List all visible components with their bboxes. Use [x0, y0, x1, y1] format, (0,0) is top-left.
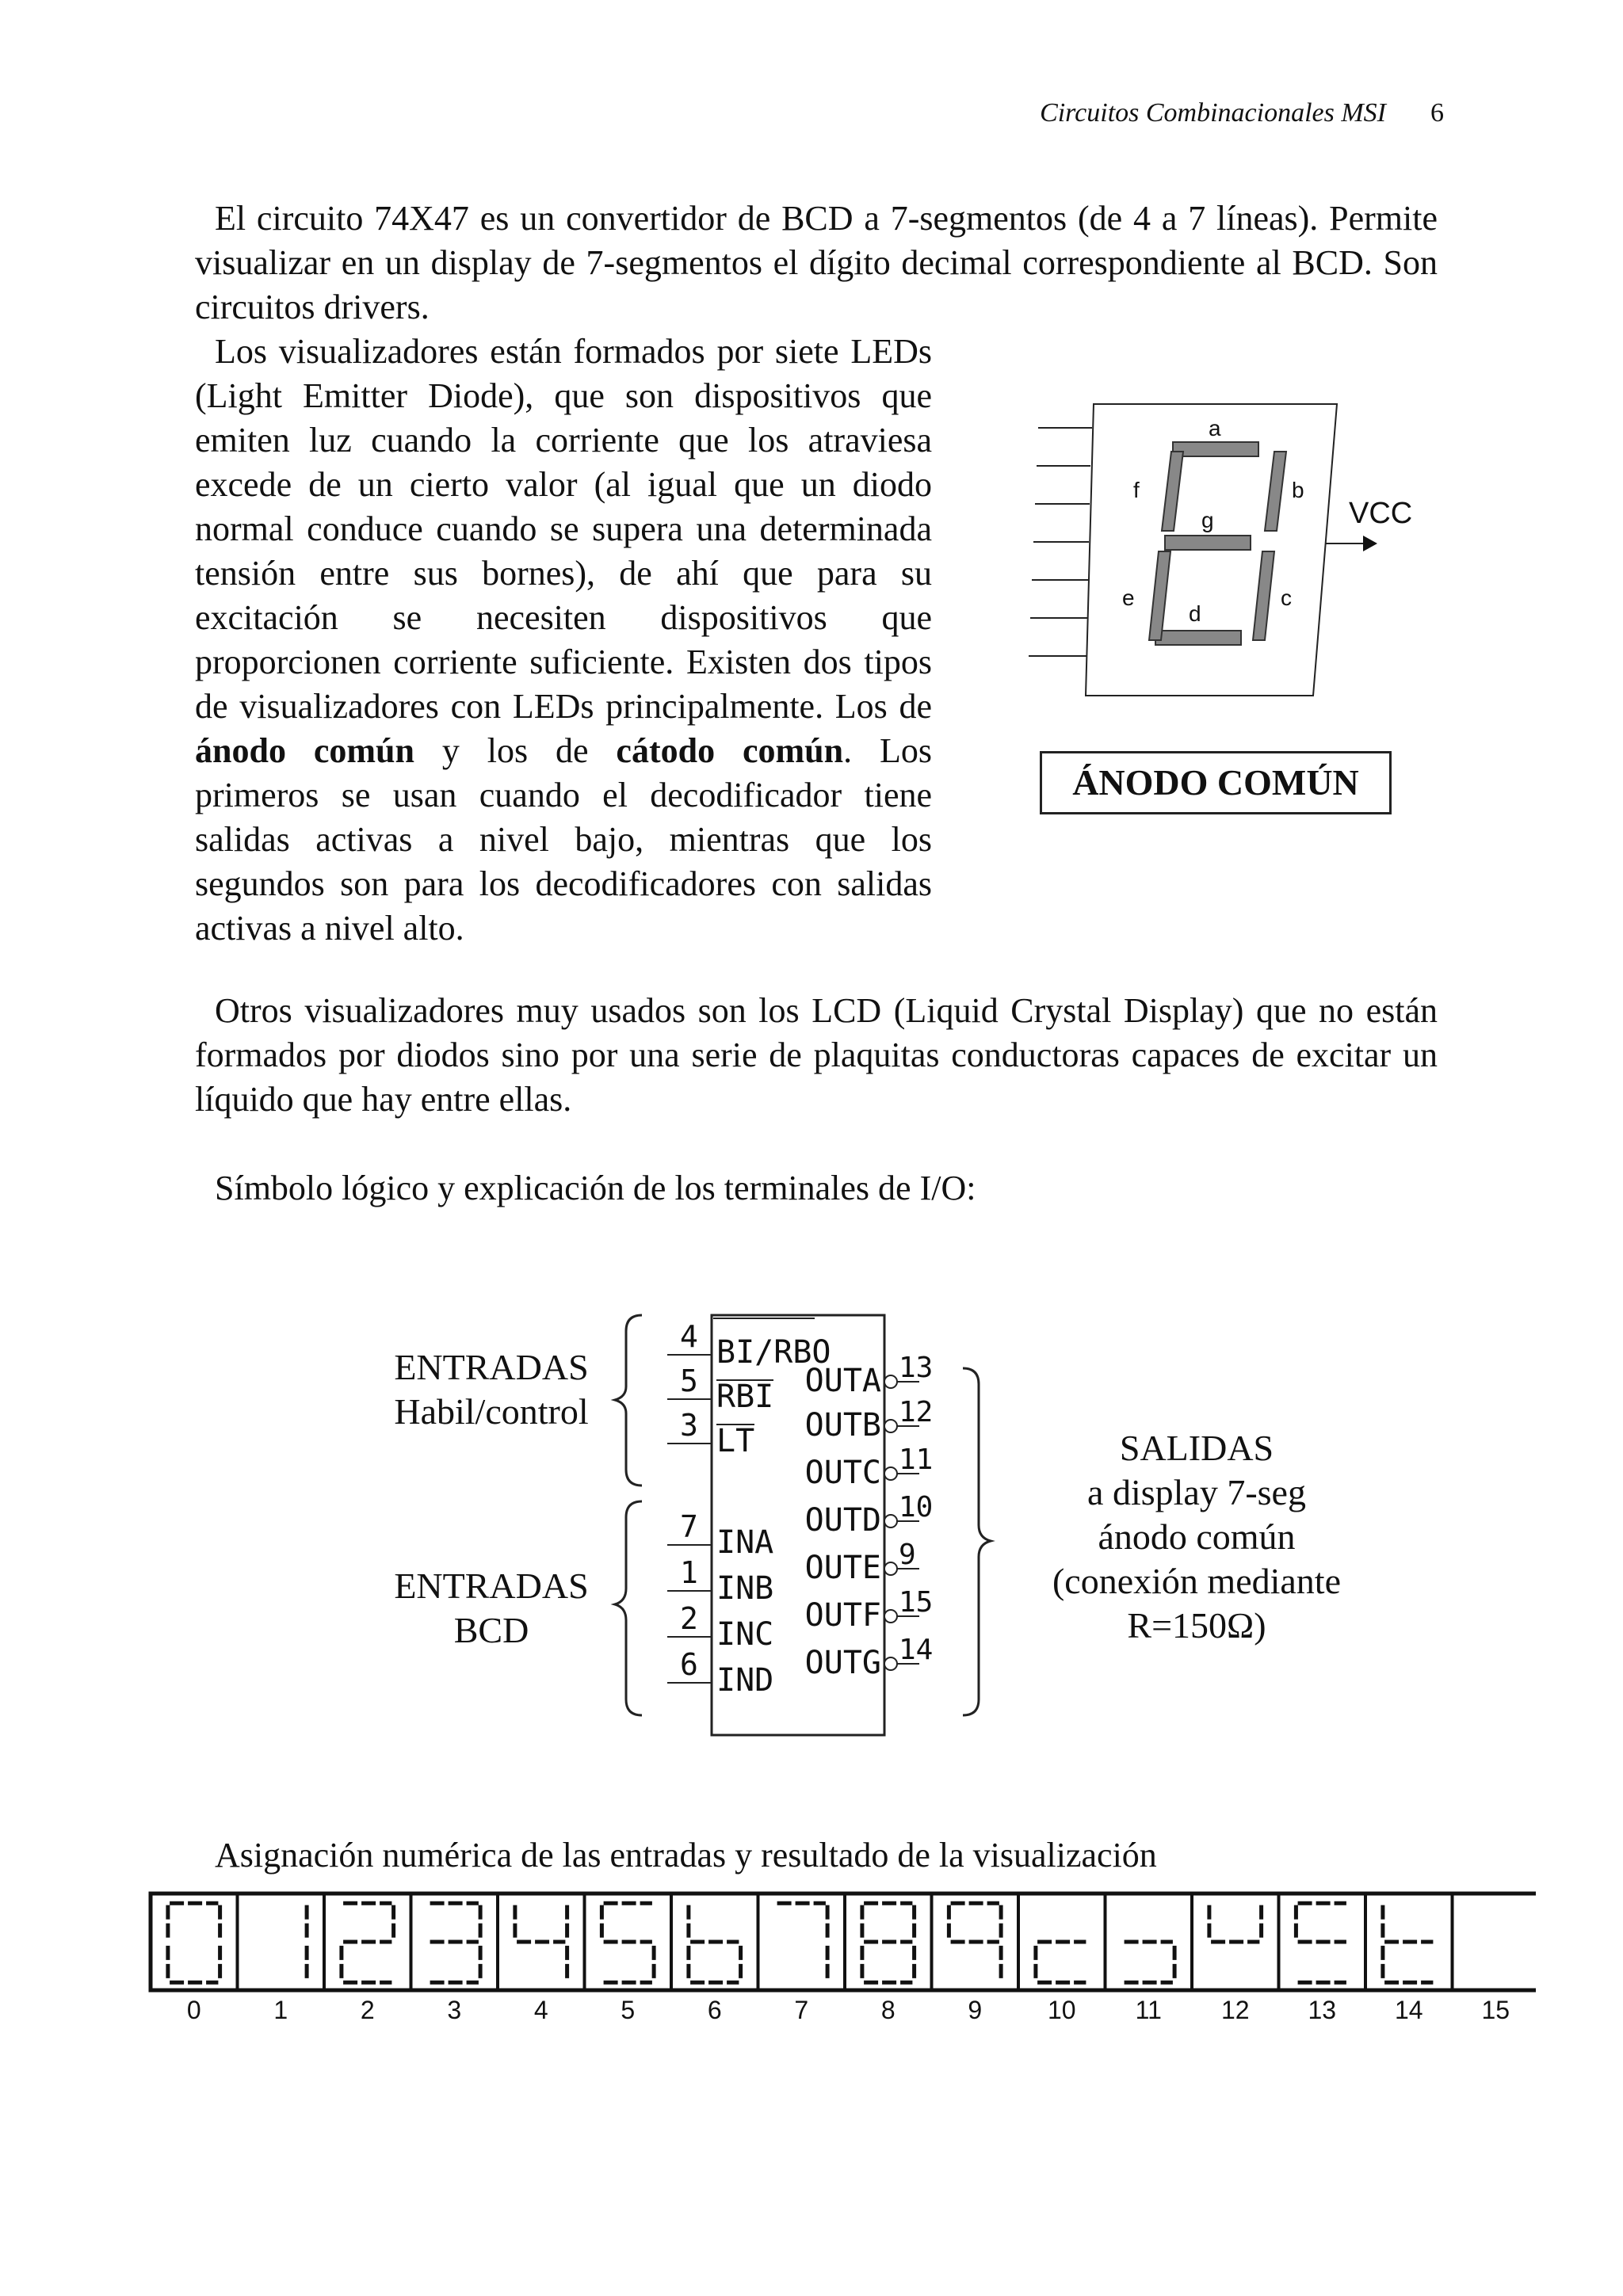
right-pin-9	[805, 1539, 919, 1586]
label-entradas-bcd-2: BCD	[453, 1610, 529, 1650]
p2-text-2: y los de	[414, 731, 617, 770]
digit-cell-3	[411, 1894, 481, 2024]
digit-cell-4	[498, 1894, 567, 2024]
left-pin-2	[667, 1601, 773, 1653]
pin-name: OUTG	[804, 1645, 881, 1681]
right-pin-11	[805, 1444, 934, 1491]
pin-name: BI/RBO	[716, 1334, 831, 1371]
digit-number-label: 13	[1308, 1996, 1337, 2024]
pin-name: INB	[716, 1570, 774, 1607]
digit-cell-11	[1106, 1894, 1175, 2024]
pin-number: 6	[680, 1647, 698, 1682]
pin-name: INA	[716, 1524, 774, 1561]
label-salidas-1: SALIDAS	[1119, 1428, 1274, 1468]
seven-segment-figure	[1022, 396, 1434, 705]
label-salidas-5: R=150Ω)	[1127, 1605, 1266, 1646]
inverter-bubble-icon	[884, 1375, 897, 1388]
digit-number-label: 11	[1135, 1996, 1162, 2024]
vcc-arrow-icon	[1363, 536, 1377, 551]
display-segments	[1149, 442, 1286, 645]
pin-number: 7	[680, 1509, 698, 1544]
digit-number-label: 9	[968, 1996, 983, 2024]
seg-label-c: c	[1281, 585, 1292, 610]
pin-number: 1	[680, 1555, 698, 1590]
label-entradas-control-1: ENTRADAS	[394, 1347, 589, 1387]
segment-d	[1155, 631, 1241, 645]
left-pin-1	[667, 1555, 773, 1607]
digit-cell-6	[671, 1894, 741, 2024]
digit-number-label: 0	[186, 1996, 201, 2024]
pin-name: RBI	[716, 1379, 774, 1415]
digit-cell-12	[1192, 1894, 1262, 2024]
left-pin-7	[667, 1509, 773, 1561]
segment-f	[1162, 452, 1183, 531]
p2-bold-catodo: cátodo común	[616, 731, 844, 770]
pin-number: 10	[899, 1491, 934, 1524]
inverter-bubble-icon	[884, 1515, 897, 1527]
digit-number-label: 10	[1047, 1996, 1076, 2024]
digit-number-label: 14	[1394, 1996, 1423, 2024]
header-title: Circuitos Combinacionales MSI	[1040, 98, 1386, 128]
digit-cell-7	[758, 1894, 828, 2024]
page-header	[1040, 98, 1444, 128]
pin-number: 13	[899, 1352, 934, 1384]
segment-c	[1253, 551, 1274, 640]
pin-name: OUTC	[804, 1455, 881, 1491]
chip-74x47	[658, 1299, 975, 1743]
digit-cell-5	[585, 1894, 655, 2024]
digit-cell-15	[1453, 1894, 1510, 2024]
segment-e	[1149, 551, 1170, 640]
paragraph-asignacion: Asignación numérica de las entradas y resultado de la visualización	[215, 1836, 1157, 1875]
left-pin-6	[667, 1647, 773, 1699]
pin-name: IND	[716, 1662, 774, 1699]
digit-number-label: 15	[1481, 1996, 1510, 2024]
inverter-bubble-icon	[884, 1467, 897, 1480]
digit-number-label: 7	[794, 1996, 809, 2024]
pin-name: LT	[716, 1423, 755, 1459]
inverter-bubble-icon	[884, 1420, 897, 1432]
pin-number: 15	[899, 1586, 934, 1619]
digit-number-label: 12	[1220, 1996, 1250, 2024]
digit-number-label: 8	[880, 1996, 896, 2024]
seg-label-b: b	[1292, 478, 1304, 502]
p2-text-3: . Los primeros se usan cuando el decodificador tiene salidas activas a nivel bajo, mientras que los segundos son para los decodificadores con salidas activas a nivel alto.	[195, 731, 932, 948]
paragraph-simbolo: Símbolo lógico y explicación de los terminales de I/O:	[215, 1169, 976, 1207]
digit-number-label: 2	[360, 1996, 375, 2024]
paragraph-intro: El circuito 74X47 es un convertidor de BCD a 7-segmentos (de 4 a 7 líneas). Permite visualizar en un display de 7-segmentos el dígito decimal correspondiente al BCD. Son circuitos drivers.	[195, 199, 1438, 326]
digit-cell-0	[151, 1894, 220, 2024]
seg-label-a: a	[1209, 416, 1221, 441]
brace-control-icon	[615, 1315, 642, 1486]
pin-name: OUTD	[804, 1502, 881, 1539]
seg-label-d: d	[1189, 601, 1201, 626]
digit-cell-13	[1279, 1894, 1346, 2024]
seg-label-f: f	[1133, 478, 1140, 502]
right-pin-12	[805, 1396, 934, 1444]
pin-number: 12	[899, 1396, 934, 1428]
label-salidas-4: (conexión mediante	[1052, 1561, 1342, 1601]
pin-number: 3	[680, 1408, 698, 1443]
digit-number-label: 1	[273, 1996, 288, 2024]
segment-a	[1173, 442, 1258, 456]
paragraph-lcd: Otros visualizadores muy usados son los LCD (Liquid Crystal Display) que no están formados por diodos sino por una serie de plaquitas conductoras capaces de excitar un líquido que hay entre ellas.	[195, 991, 1438, 1119]
digit-cell-10	[1018, 1894, 1086, 2024]
pin-number: 2	[680, 1601, 698, 1636]
label-salidas-3: ánodo común	[1098, 1516, 1296, 1557]
pin-number: 14	[899, 1634, 934, 1666]
digit-cell-8	[845, 1894, 915, 2024]
label-entradas-bcd	[372, 1564, 610, 1653]
seg-label-g: g	[1201, 508, 1214, 532]
pin-number: 4	[680, 1319, 698, 1354]
brace-bcd-icon	[615, 1501, 642, 1715]
vcc-label: VCC	[1349, 497, 1413, 530]
pin-name: OUTB	[804, 1407, 881, 1444]
seg-label-e: e	[1122, 585, 1135, 610]
inverter-bubble-icon	[884, 1562, 897, 1575]
label-salidas	[1030, 1426, 1363, 1648]
pin-name: OUTE	[804, 1550, 881, 1586]
anodo-comun-caption: ÁNODO COMÚN	[1040, 751, 1392, 814]
pin-name: OUTF	[804, 1597, 881, 1634]
label-entradas-bcd-1: ENTRADAS	[394, 1566, 589, 1606]
pin-name: OUTA	[804, 1363, 881, 1399]
p2-bold-anodo: ánodo común	[195, 731, 414, 770]
digit-number-label: 6	[707, 1996, 722, 2024]
digit-cell-14	[1365, 1894, 1433, 2024]
digit-number-label: 5	[621, 1996, 636, 2024]
page-number: 6	[1430, 98, 1444, 128]
pin-number: 9	[899, 1539, 916, 1571]
label-salidas-2: a display 7-seg	[1087, 1472, 1306, 1512]
digit-cell-1	[238, 1894, 307, 2024]
segment-b	[1265, 452, 1286, 531]
digit-number-label: 4	[533, 1996, 548, 2024]
digit-cell-2	[324, 1894, 394, 2024]
pin-name: INC	[716, 1616, 774, 1653]
digit-table	[147, 1890, 1536, 2025]
p2-text-1: Los visualizadores están formados por siete LEDs (Light Emitter Diode), que son dispositivos que emiten luz cuando la corriente que los atraviesa excede de un cierto valor (al igual que un diodo normal conduce cuando se supera una determinada tensión entre sus bornes), de ahí que para su excitación se necesiten dispositivos que proporcionen corriente suficiente. Existen dos tipos de visualizadores con LEDs principalmente. Los de	[195, 332, 932, 726]
segment-g	[1165, 536, 1251, 550]
digit-cell-9	[932, 1894, 1002, 2024]
right-pin-14	[805, 1634, 934, 1681]
inverter-bubble-icon	[884, 1657, 897, 1670]
pin-number: 11	[899, 1444, 934, 1476]
paragraph-visualizadores	[195, 330, 932, 951]
label-entradas-control-2: Habil/control	[394, 1391, 589, 1432]
inverter-bubble-icon	[884, 1610, 897, 1623]
digit-number-label: 3	[447, 1996, 462, 2024]
right-pin-10	[805, 1491, 934, 1539]
label-entradas-control	[372, 1345, 610, 1434]
right-pin-15	[805, 1586, 934, 1634]
pin-number: 5	[680, 1363, 698, 1398]
